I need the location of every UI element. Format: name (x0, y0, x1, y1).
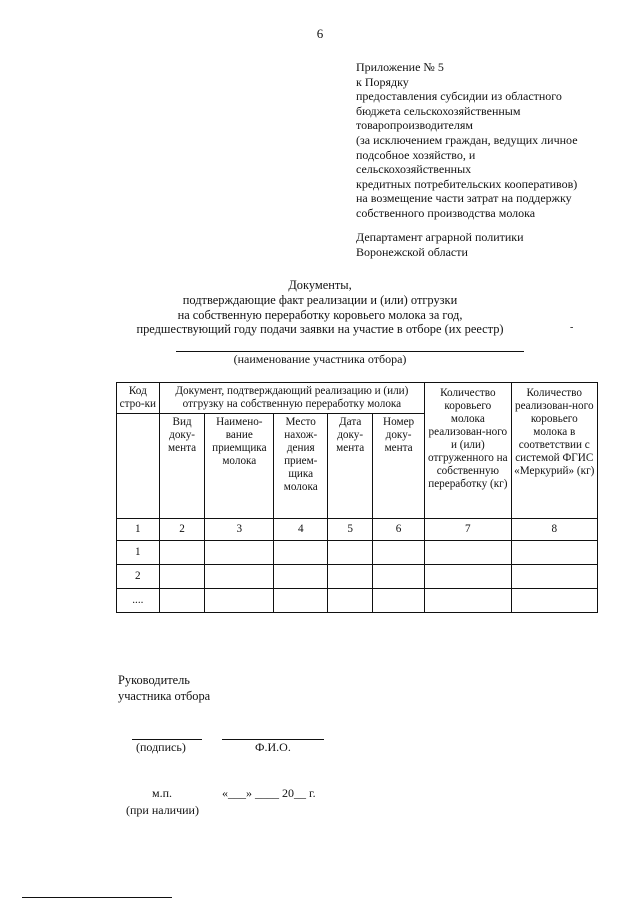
table-cell[interactable] (205, 541, 274, 565)
table-cell[interactable] (328, 565, 373, 589)
head-label-line: Руководитель (118, 673, 190, 687)
table-cell[interactable] (274, 589, 328, 613)
title-line: Документы, (288, 278, 352, 292)
table-cell[interactable] (205, 589, 274, 613)
table-cell[interactable] (328, 589, 373, 613)
appendix-line: (за исключением граждан, ведущих личное (356, 132, 578, 147)
full-name-caption: Ф.И.О. (255, 740, 291, 754)
table-row (117, 541, 598, 565)
subcol-doc-number-header: Номер доку-мента (373, 414, 425, 519)
table-header-row (117, 383, 598, 414)
appendix-line: на возмещение части затрат на поддержку (356, 191, 572, 206)
row-code: 1 (117, 541, 160, 565)
row-code: 2 (117, 565, 160, 589)
department-header (356, 230, 524, 260)
column-number: 7 (425, 519, 511, 541)
appendix-line: предоставления субсидии из областного (356, 89, 562, 104)
table-cell[interactable] (511, 589, 597, 613)
table-cell[interactable] (159, 541, 205, 565)
appendix-line: товаропроизводителям (356, 118, 473, 133)
table-cell[interactable] (159, 589, 205, 613)
table-cell[interactable] (328, 541, 373, 565)
appendix-line: собственного производства молока (356, 205, 536, 220)
subcol-doc-date-header: Дата доку-мента (328, 414, 373, 519)
col-document-group-header: Документ, подтверждающий реализацию и (или) отгрузку на собственную переработку молока (159, 383, 424, 414)
footnote-separator (22, 897, 172, 898)
table-cell[interactable] (511, 565, 597, 589)
appendix-line: подсобное хозяйство, и (356, 147, 476, 162)
appendix-line: бюджета сельскохозяйственным (356, 103, 521, 118)
subcol-receiver-name-header: Наимено-вание приемщика молока (205, 414, 274, 519)
table-cell[interactable] (373, 589, 425, 613)
subcol-doc-type-header: Вид доку-мента (159, 414, 205, 519)
appendix-line: к Порядку (356, 74, 409, 89)
table-cell[interactable] (159, 565, 205, 589)
appendix-line: сельскохозяйственных (356, 162, 472, 177)
table-cell[interactable] (373, 565, 425, 589)
table-cell[interactable] (274, 565, 328, 589)
table-cell[interactable] (205, 565, 274, 589)
column-number: 1 (117, 519, 160, 541)
date-field[interactable]: «___» ____ 20__ г. (222, 786, 316, 800)
column-number: 8 (511, 519, 597, 541)
table-cell[interactable] (274, 541, 328, 565)
participant-name-caption: (наименование участника отбора) (233, 352, 407, 366)
department-line: Департамент аграрной политики (356, 230, 524, 244)
register-table (116, 382, 598, 613)
head-of-participant-label (118, 672, 210, 704)
title-tick-mark: - (570, 322, 574, 333)
column-number: 3 (205, 519, 274, 541)
table-cell[interactable] (425, 541, 511, 565)
subcol-receiver-location-header: Место нахож-дения прием-щика молока (274, 414, 328, 519)
appendix-line: кредитных потребительских кооперативов) (356, 176, 578, 191)
document-title (0, 278, 640, 337)
title-line: на собственную переработку коровьего молока за год, (177, 307, 463, 322)
column-number: 2 (159, 519, 205, 541)
table-cell[interactable] (373, 541, 425, 565)
empty-cell (117, 414, 160, 519)
title-line: подтверждающие факт реализации и (или) отгрузки (182, 292, 458, 307)
table-cell[interactable] (511, 541, 597, 565)
column-numbers-row (117, 519, 598, 541)
head-label-line: участника отбора (118, 689, 211, 703)
appendix-header (356, 60, 616, 221)
department-line: Воронежской области (356, 245, 468, 259)
table-cell[interactable] (425, 565, 511, 589)
stamp-note: (при наличии) (126, 803, 199, 817)
col-quantity-header: Количество коровьего молока реализован-ного и (или) отгруженного на собственную переработку (кг) (425, 383, 511, 519)
row-code: .... (117, 589, 160, 613)
column-number: 5 (328, 519, 373, 541)
col-code-header: Код стро-ки (117, 383, 160, 414)
table-row (117, 565, 598, 589)
title-line: предшествующий году подачи заявки на участие в отборе (их реестр) (136, 322, 504, 337)
table-cell[interactable] (425, 589, 511, 613)
page-number: 6 (316, 26, 324, 41)
column-number: 4 (274, 519, 328, 541)
col-mercury-header: Количество реализован-ного коровьего молока в соответствии с системой ФГИС «Меркурий» (кг) (511, 383, 597, 519)
stamp-label: м.п. (152, 786, 173, 800)
appendix-line: Приложение № 5 (356, 60, 444, 74)
signature-caption: (подпись) (136, 740, 186, 754)
table-row (117, 589, 598, 613)
column-number: 6 (373, 519, 425, 541)
